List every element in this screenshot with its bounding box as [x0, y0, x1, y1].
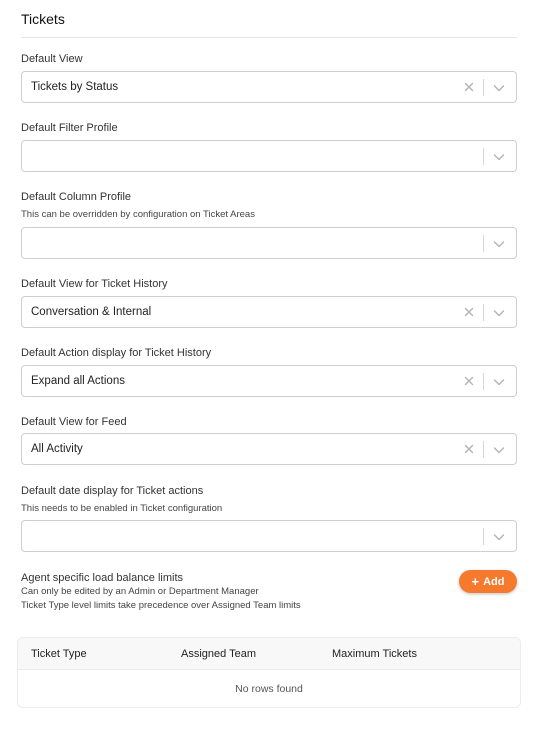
default-view-select[interactable] [21, 71, 517, 103]
feed-view-field [21, 415, 517, 429]
clear-icon[interactable] [462, 305, 476, 319]
chevron-down-icon[interactable] [492, 530, 506, 544]
chevron-down-icon[interactable] [492, 81, 506, 95]
column-header-maximum-tickets[interactable]: Maximum Tickets [332, 648, 417, 660]
column-header-assigned-team[interactable]: Assigned Team [181, 648, 257, 660]
history-action-value: Expand all Actions [31, 375, 125, 387]
history-action-field [21, 346, 517, 360]
chevron-down-icon[interactable] [492, 375, 506, 389]
history-view-select[interactable] [21, 296, 517, 328]
column-header-ticket-type[interactable]: Ticket Type [31, 648, 87, 660]
select-separator [483, 235, 484, 252]
load-balance-note-precedence: Ticket Type level limits take precedence over Assigned Team limits [21, 600, 301, 611]
feed-view-value: All Activity [31, 443, 83, 455]
date-display-label: Default date display for Ticket actions [21, 485, 204, 497]
default-view-field [21, 52, 517, 66]
column-profile-label: Default Column Profile [21, 191, 132, 203]
history-action-select[interactable] [21, 365, 517, 397]
empty-state-text: No rows found [235, 683, 303, 695]
feed-view-select[interactable] [21, 433, 517, 465]
add-limit-button[interactable] [459, 570, 517, 593]
clear-icon[interactable] [462, 374, 476, 388]
load-balance-info [21, 571, 441, 613]
select-separator [483, 148, 484, 165]
add-button-label: Add [483, 575, 505, 588]
section-divider [21, 37, 517, 38]
select-separator [483, 528, 484, 545]
chevron-down-icon[interactable] [492, 150, 506, 164]
history-view-label: Default View for Ticket History [21, 278, 168, 290]
filter-profile-select[interactable] [21, 140, 517, 172]
chevron-down-icon[interactable] [492, 237, 506, 251]
date-display-field [21, 484, 517, 515]
column-profile-help: This can be overridden by configuration on Ticket Areas [21, 209, 255, 220]
column-profile-field [21, 190, 517, 221]
plus-icon: + [471, 573, 480, 589]
feed-view-label: Default View for Feed [21, 416, 127, 428]
filter-profile-field [21, 121, 517, 135]
section-title: Tickets [21, 11, 65, 27]
history-view-field [21, 277, 517, 291]
chevron-down-icon[interactable] [492, 306, 506, 320]
clear-icon[interactable] [462, 80, 476, 94]
select-separator [483, 441, 484, 458]
history-view-value: Conversation & Internal [31, 306, 152, 318]
date-display-select[interactable] [21, 520, 517, 552]
load-balance-title: Agent specific load balance limits [21, 572, 184, 584]
history-action-label: Default Action display for Ticket History [21, 347, 212, 359]
select-separator [483, 79, 484, 96]
date-display-help: This needs to be enabled in Ticket configuration [21, 503, 223, 514]
default-view-value: Tickets by Status [31, 81, 119, 93]
filter-profile-label: Default Filter Profile [21, 122, 118, 134]
table-header [18, 638, 520, 670]
column-profile-select[interactable] [21, 227, 517, 259]
load-balance-note-admin: Can only be edited by an Admin or Department Manager [21, 586, 259, 597]
clear-icon[interactable] [462, 442, 476, 456]
default-view-label: Default View [21, 53, 83, 65]
select-separator [483, 304, 484, 321]
load-balance-table [17, 637, 521, 708]
chevron-down-icon[interactable] [492, 443, 506, 457]
select-separator [483, 373, 484, 390]
